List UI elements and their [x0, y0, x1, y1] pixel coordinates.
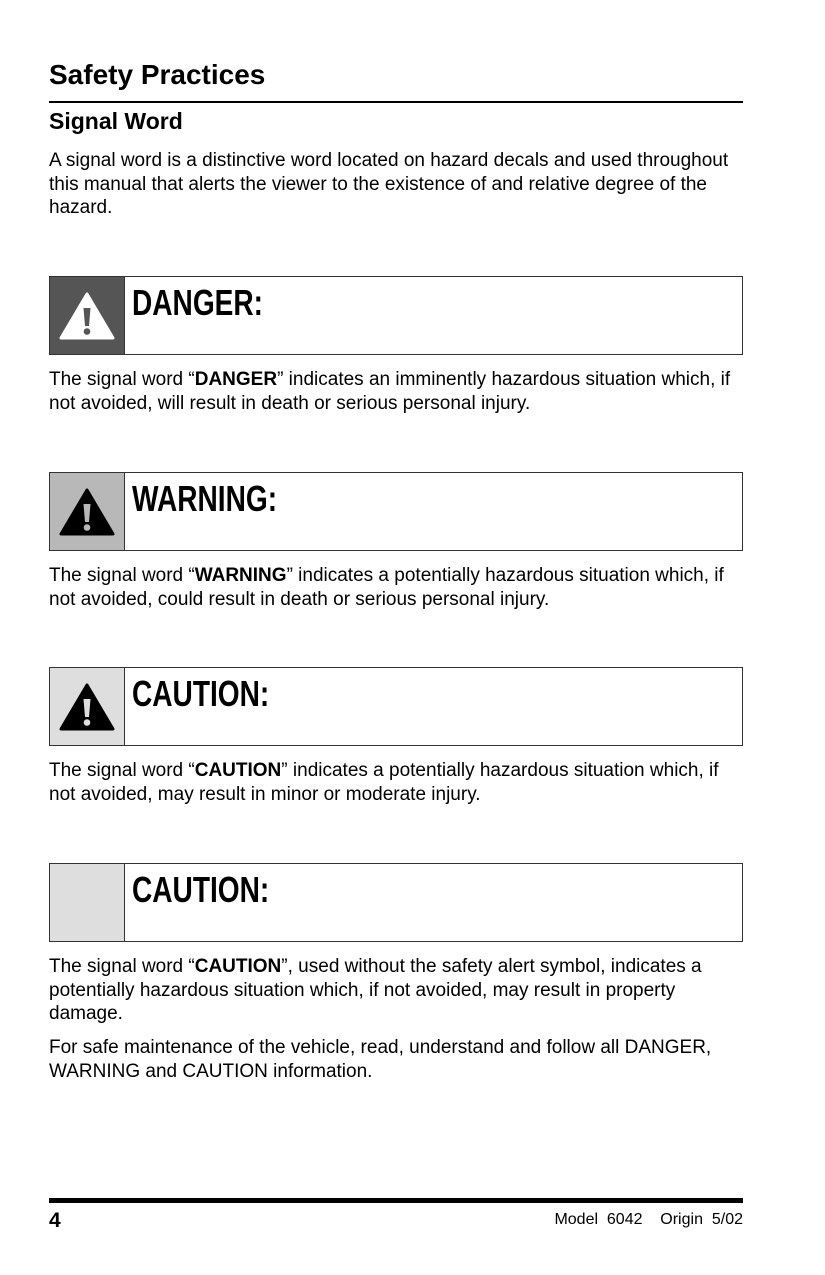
warning-icon-panel — [50, 473, 125, 550]
section-title: Signal Word — [49, 108, 183, 134]
footer-divider — [49, 1198, 743, 1203]
danger-signal-box — [49, 276, 743, 355]
caution-property-description: The signal word “CAUTION”, used without the safety alert symbol, indicates a potentially hazardous situation which, if not avoided, may result in property damage. — [49, 956, 702, 1024]
warning-description: The signal word “WARNING” indicates a potentially hazardous situation which, if not avoided, could result in death or serious personal injury. — [49, 565, 724, 610]
title-divider — [49, 101, 743, 103]
safety-alert-icon — [59, 291, 115, 341]
danger-icon-panel — [50, 277, 125, 354]
warning-signal-word: WARNING: — [132, 478, 278, 519]
blank-icon-panel — [50, 864, 125, 941]
caution-signal-word: CAUTION: — [132, 673, 270, 714]
warning-signal-box — [49, 472, 743, 551]
page-title: Safety Practices — [49, 59, 266, 90]
safety-alert-icon — [59, 487, 115, 537]
caution-signal-box — [49, 667, 743, 746]
closing-paragraph: For safe maintenance of the vehicle, read, understand and follow all DANGER, WARNING and CAUTION information. — [49, 1037, 712, 1082]
intro-paragraph: A signal word is a distinctive word located on hazard decals and used throughout this manual that alerts the viewer to the existence of and relative degree of the hazard. — [49, 150, 729, 218]
caution-property-signal-word: CAUTION: — [132, 869, 270, 910]
caution-property-signal-box — [49, 863, 743, 942]
danger-description: The signal word “DANGER” indicates an imminently hazardous situation which, if not avoided, will result in death or serious personal injury. — [49, 369, 731, 414]
safety-alert-icon — [59, 682, 115, 732]
caution-description: The signal word “CAUTION” indicates a potentially hazardous situation which, if not avoided, may result in minor or moderate injury. — [49, 760, 719, 805]
footer-model-origin: Model 6042 Origin 5/02 — [554, 1211, 743, 1228]
danger-signal-word: DANGER: — [132, 282, 264, 323]
caution-icon-panel — [50, 668, 125, 745]
page-number: 4 — [49, 1209, 61, 1232]
